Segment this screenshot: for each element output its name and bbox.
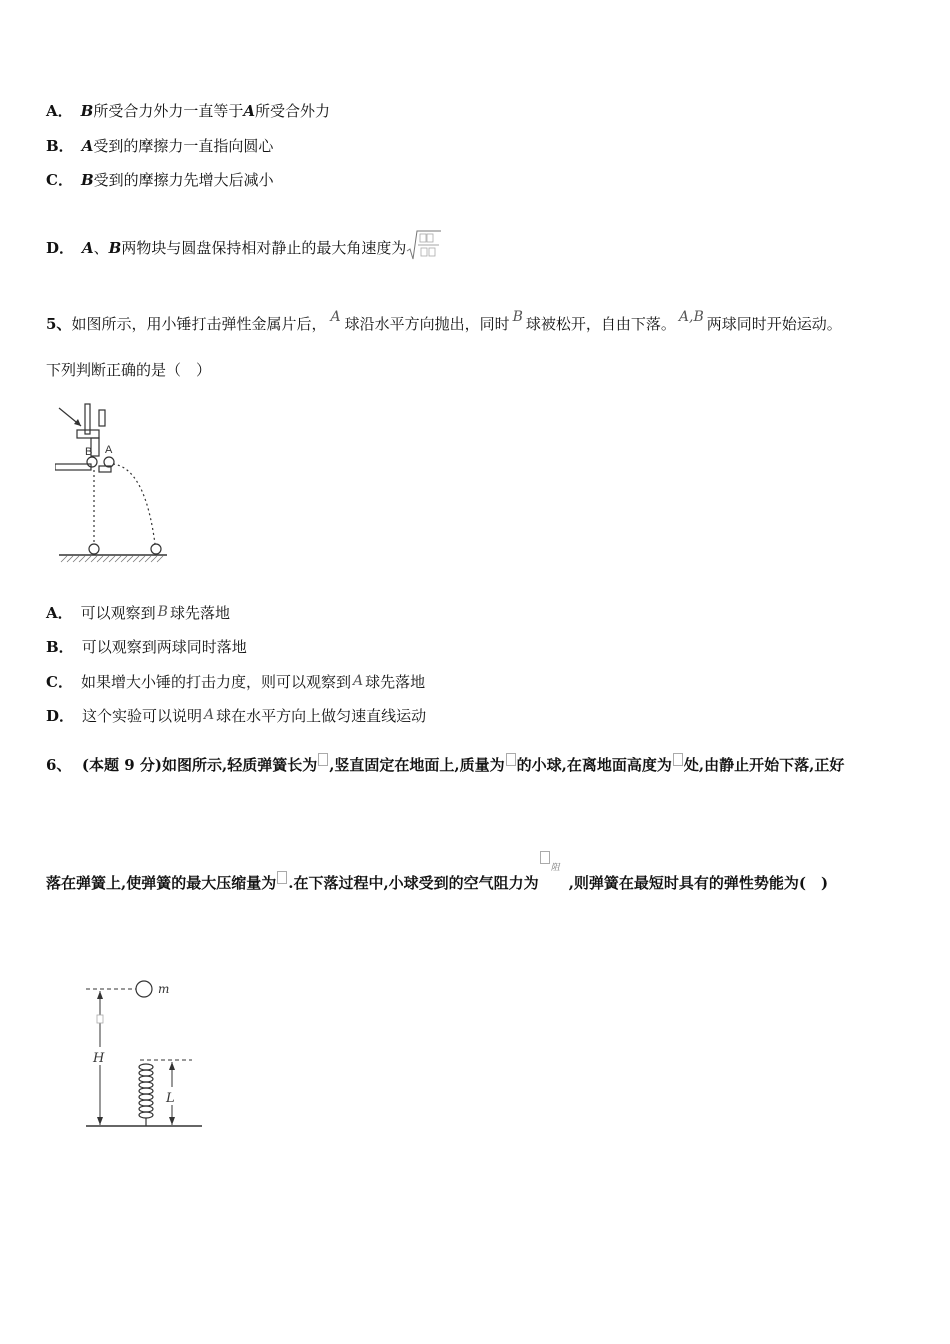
option-text: 所受合外力 — [254, 102, 330, 120]
ball-b-start — [87, 457, 97, 467]
option-text: 可以观察到 — [80, 604, 156, 622]
stem-text: .在下落过程中,小球受到的空气阻力为 — [288, 874, 539, 892]
stem-text: 球被松开，自由下落。 — [525, 315, 676, 333]
stem-text: 如图所示,轻质弹簧长为 — [161, 756, 318, 774]
math-var: A — [352, 673, 364, 689]
stem-text: 如图所示，用小锤打击弹性金属片后， — [71, 315, 327, 333]
placeholder-symbol — [506, 753, 516, 766]
stem-text: 处,由静止开始下落,正好 — [683, 756, 845, 774]
q4-option-c — [46, 170, 274, 190]
option-label: D． — [46, 239, 75, 257]
spring-figure — [80, 975, 210, 1135]
q6-stem-line2 — [46, 863, 829, 893]
option-text: 这个实验可以说明 — [82, 707, 203, 725]
placeholder-symbol — [673, 753, 683, 766]
placeholder-symbol — [318, 753, 328, 766]
math-var: A — [204, 707, 215, 723]
ball-b-end — [89, 544, 99, 554]
sqrt-formula-icon — [406, 229, 442, 261]
var-a: A — [81, 137, 94, 155]
option-text: 受到的摩擦力先增大后减小 — [93, 171, 274, 189]
placeholder-symbol — [277, 871, 287, 884]
label-m: m — [158, 982, 170, 996]
option-label: B． — [46, 638, 74, 656]
option-label: D． — [46, 707, 75, 725]
option-label: A． — [46, 604, 73, 622]
q5-stem-line2 — [46, 360, 211, 380]
option-text: 所受合力外力一直等于 — [93, 102, 244, 120]
q5-stem-line1 — [46, 307, 842, 334]
label-b: B — [85, 446, 93, 458]
projectile-experiment-figure — [55, 398, 175, 568]
label-a: A — [105, 444, 113, 456]
option-text: 两物块与圆盘保持相对静止的最大角速度为 — [121, 239, 407, 257]
question-number: 5、 — [46, 315, 72, 333]
math-ab: A,B — [678, 309, 704, 325]
ball-a-end — [151, 544, 161, 554]
math-b: B — [512, 309, 523, 325]
score: (本题 9 分) — [81, 756, 162, 774]
q5-option-b — [46, 637, 247, 657]
option-text: 如果增大小锤的打击力度，则可以观察到 — [80, 673, 351, 691]
option-text: 可以观察到两球同时落地 — [81, 638, 247, 656]
q5-option-c — [46, 671, 425, 692]
stem-text: ,则弹簧在最短时具有的弹性势能为( ) — [568, 874, 829, 892]
stem-text: 的小球,在离地面高度为 — [516, 756, 672, 774]
question-number: 6、 — [46, 756, 72, 774]
var-a: A — [82, 239, 94, 257]
option-text: 球在水平方向上做匀速直线运动 — [216, 707, 427, 725]
var-b: B — [108, 239, 122, 257]
var-b: B — [80, 102, 94, 120]
stem-text: 球沿水平方向抛出，同时 — [344, 315, 510, 333]
option-text: 受到的摩擦力一直指向圆心 — [93, 137, 274, 155]
q5-option-d — [46, 705, 426, 726]
q4-option-d — [46, 229, 442, 261]
var-a: A — [243, 102, 255, 120]
separator: 、 — [93, 239, 109, 257]
ball-m — [136, 981, 152, 997]
q6-stem-line1 — [46, 753, 844, 775]
stem-text: 落在弹簧上,使弹簧的最大压缩量为 — [46, 874, 277, 892]
option-text: 球先落地 — [365, 673, 426, 691]
label-h: H — [93, 1051, 105, 1066]
stem-text: 下列判断正确的是（ ） — [46, 361, 212, 379]
option-label: A． — [46, 102, 73, 120]
option-label: C． — [46, 171, 73, 189]
option-label: B． — [46, 137, 74, 155]
math-var: B — [157, 604, 168, 620]
air-resistance-symbol — [539, 863, 569, 891]
q4-option-a — [46, 101, 330, 121]
stem-text: 两球同时开始运动。 — [706, 315, 842, 333]
q5-option-a — [46, 602, 230, 623]
label-l: L — [166, 1091, 175, 1106]
subscript: 阻 — [550, 863, 560, 873]
option-text: 球先落地 — [169, 604, 230, 622]
q4-option-b — [46, 136, 273, 156]
var-b: B — [80, 171, 94, 189]
option-label: C． — [46, 673, 73, 691]
math-a: A — [330, 309, 341, 325]
stem-text: ,竖直固定在地面上,质量为 — [329, 756, 505, 774]
